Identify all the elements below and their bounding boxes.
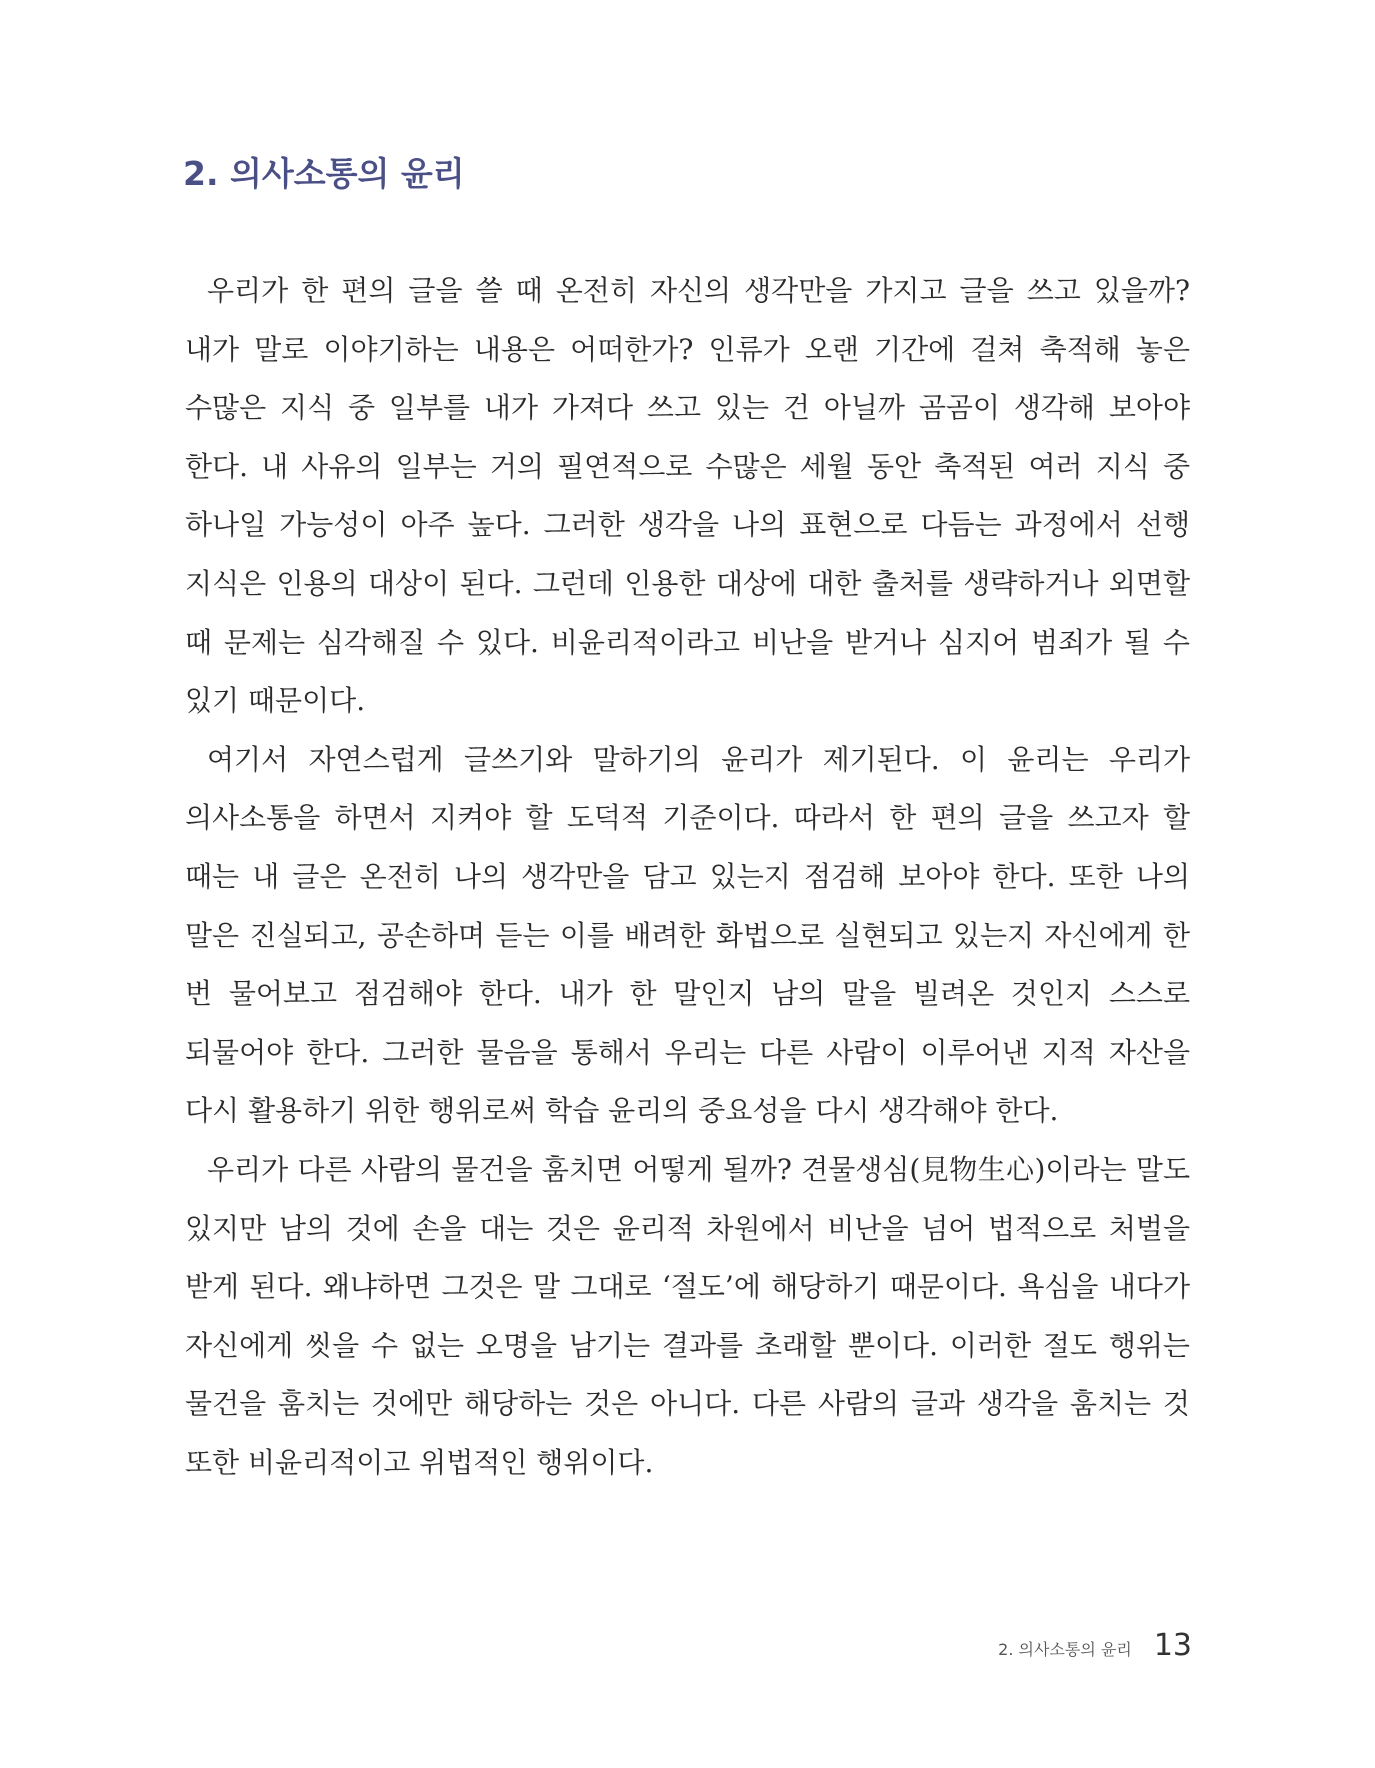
body-text [185,262,1190,1492]
page-number: 13 [1153,1628,1192,1663]
page-footer [998,1628,1192,1663]
paragraph: 우리가 한 편의 글을 쓸 때 온전히 자신의 생각만을 가지고 글을 쓰고 있을까? 내가 말로 이야기하는 내용은 어떠한가? 인류가 오랜 기간에 걸쳐 축적해 놓은 수많은 지식 중 일부를 내가 가져다 쓰고 있는 건 아닐까 곰곰이 생각해 보아야 한다. 내 사유의 일부는 거의 필연적으로 수많은 세월 동안 축적된 여러 지식 중 하나일 가능성이 아주 높다. 그러한 생각을 나의 표현으로 다듬는 과정에서 선행 지식은 인용의 대상이 된다. 그런데 인용한 대상에 대한 출처를 생략하거나 외면할 때 문제는 심각해질 수 있다. 비윤리적이라고 비난을 받거나 심지어 범죄가 될 수 있기 때문이다. [185,274,1190,718]
paragraph: 여기서 자연스럽게 글쓰기와 말하기의 윤리가 제기된다. 이 윤리는 우리가 의사소통을 하면서 지켜야 할 도덕적 기준이다. 따라서 한 편의 글을 쓰고자 할 때는 내 글은 온전히 나의 생각만을 담고 있는지 점검해 보아야 한다. 또한 나의 말은 진실되고, 공손하며 듣는 이를 배려한 화법으로 실현되고 있는지 자신에게 한 번 물어보고 점검해야 한다. 내가 한 말인지 남의 말을 빌려온 것인지 스스로 되물어야 한다. 그러한 물음을 통해서 우리는 다른 사람이 이루어낸 지적 자산을 다시 활용하기 위한 행위로써 학습 윤리의 중요성을 다시 생각해야 한다. [185,742,1190,1128]
section-title: 2. 의사소통의 윤리 [183,154,465,193]
paragraph: 우리가 다른 사람의 물건을 훔치면 어떻게 될까? 견물생심(見物生心)이라는 말도 있지만 남의 것에 손을 대는 것은 윤리적 차원에서 비난을 넘어 법적으로 처벌을 받게 된다. 왜냐하면 그것은 말 그대로 ‘절도’에 해당하기 때문이다. 욕심을 내다가 자신에게 씻을 수 없는 오명을 남기는 결과를 초래할 뿐이다. 이러한 절도 행위는 물건을 훔치는 것에만 해당하는 것은 아니다. 다른 사람의 글과 생각을 훔치는 것 또한 비윤리적이고 위법적인 행위이다. [185,1152,1190,1479]
running-title: 2. 의사소통의 윤리 [998,1640,1132,1659]
